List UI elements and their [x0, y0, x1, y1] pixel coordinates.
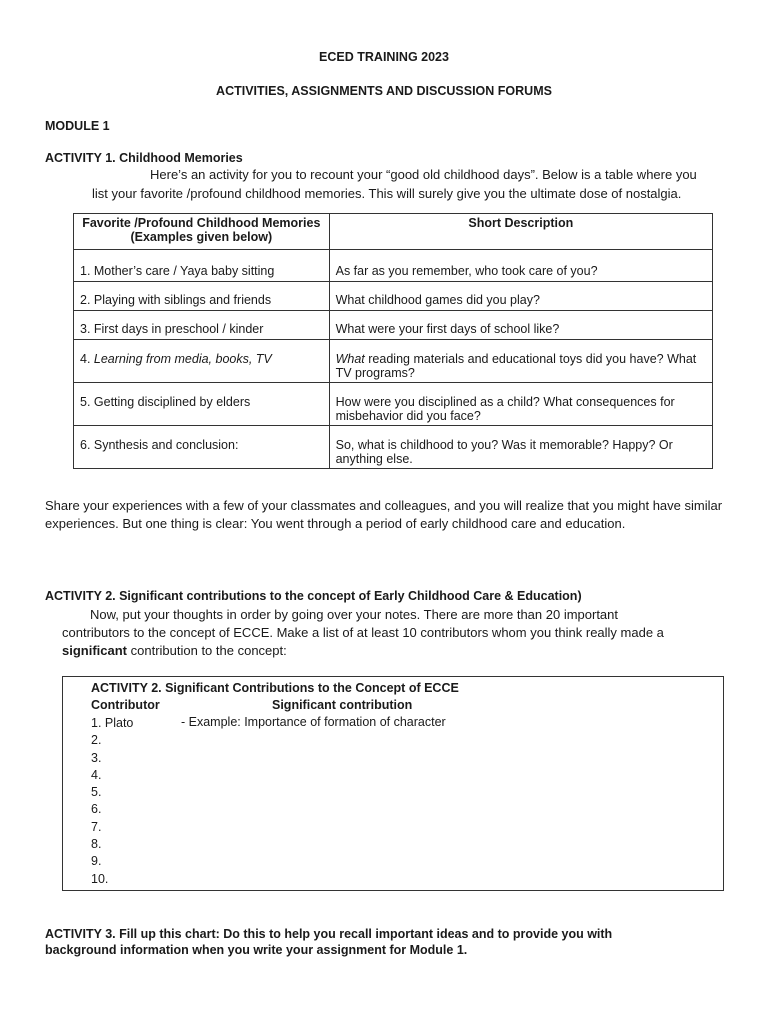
description-italic-word: What	[335, 352, 365, 366]
table-row	[74, 250, 713, 282]
activity2-intro-line3	[62, 642, 287, 660]
col-header-memories: Favorite /Profound Childhood Memories (Examples given below)	[74, 214, 330, 250]
memory-cell: 5. Getting disciplined by elders	[74, 383, 330, 426]
list-item[interactable]: 9.	[91, 854, 102, 869]
activity2-intro-tail: contribution to the concept:	[127, 643, 287, 658]
box-col-contribution: Significant contribution	[272, 698, 413, 712]
activity1-heading: ACTIVITY 1. Childhood Memories	[45, 151, 243, 165]
module-heading: MODULE 1	[45, 119, 110, 133]
description-cell: What were your first days of school like?	[329, 311, 712, 340]
activity1-intro-line1: Here’s an activity for you to recount your “good old childhood days”. Below is a table where you	[150, 167, 697, 182]
activity2-intro-line2: contributors to the concept of ECCE. Make a list of at least 10 contributors whom you think really made a	[62, 625, 664, 640]
significant-bold: significant	[62, 643, 128, 658]
memory-cell	[74, 340, 330, 383]
list-item[interactable]: 8.	[91, 837, 102, 852]
memory-number: 4.	[80, 352, 94, 366]
description-rest: reading materials and educational toys did you have? What TV programs?	[335, 352, 697, 380]
description-cell: How were you disciplined as a child? What consequences for misbehavior did you face?	[329, 383, 712, 426]
description-cell	[329, 340, 712, 383]
table-row	[74, 340, 713, 383]
contributions-box	[62, 676, 724, 891]
document-subtitle: ACTIVITIES, ASSIGNMENTS AND DISCUSSION FORUMS	[216, 84, 552, 98]
childhood-memories-table	[73, 213, 713, 469]
contributor-list	[91, 715, 133, 888]
col-header-description: Short Description	[329, 214, 712, 250]
table-row	[74, 311, 713, 340]
box-col-contributor: Contributor	[91, 698, 160, 712]
activity1-intro-line2: list your favorite /profound childhood memories. This will surely give you the ultimate dose of nostalgia.	[92, 186, 682, 201]
memory-cell: 1. Mother’s care / Yaya baby sitting	[74, 250, 330, 282]
table-header-row	[74, 214, 713, 250]
table-row	[74, 426, 713, 469]
table-row	[74, 282, 713, 311]
list-item[interactable]: 3.	[91, 750, 102, 765]
list-item[interactable]: 7.	[91, 819, 102, 834]
list-item[interactable]: 1. Plato	[91, 716, 134, 730]
box-title: ACTIVITY 2. Significant Contributions to the Concept of ECCE	[91, 681, 459, 695]
list-item[interactable]: 6.	[91, 802, 102, 817]
memory-italic-text: Learning from media, books, TV	[93, 352, 272, 366]
list-item[interactable]: 2.	[91, 733, 102, 748]
activity3-heading-line2: background information when you write your assignment for Module 1.	[45, 943, 468, 957]
activity2-heading: ACTIVITY 2. Significant contributions to the concept of Early Childhood Care & Education)	[45, 589, 582, 603]
memory-cell: 3. First days in preschool / kinder	[74, 311, 330, 340]
description-cell: As far as you remember, who took care of you?	[329, 250, 712, 282]
list-item[interactable]: 10.	[91, 871, 109, 886]
memory-cell: 6. Synthesis and conclusion:	[74, 426, 330, 469]
memory-cell: 2. Playing with siblings and friends	[74, 282, 330, 311]
description-cell: So, what is childhood to you? Was it memorable? Happy? Or anything else.	[329, 426, 712, 469]
example-contribution: - Example: Importance of formation of character	[181, 715, 446, 729]
document-title: ECED TRAINING 2023	[319, 50, 449, 64]
description-cell: What childhood games did you play?	[329, 282, 712, 311]
activity3-heading-line1: ACTIVITY 3. Fill up this chart: Do this to help you recall important ideas and to provide you with	[45, 927, 613, 941]
list-item[interactable]: 4.	[91, 767, 102, 782]
table-row	[74, 383, 713, 426]
activity2-intro-line1: Now, put your thoughts in order by going over your notes. There are more than 20 important	[90, 607, 619, 622]
list-item[interactable]: 5.	[91, 785, 102, 800]
share-paragraph: Share your experiences with a few of your classmates and colleagues, and you will realize that you might have similar experiences. But one thing is clear: You went through a period of early childhood care and education.	[45, 498, 723, 531]
